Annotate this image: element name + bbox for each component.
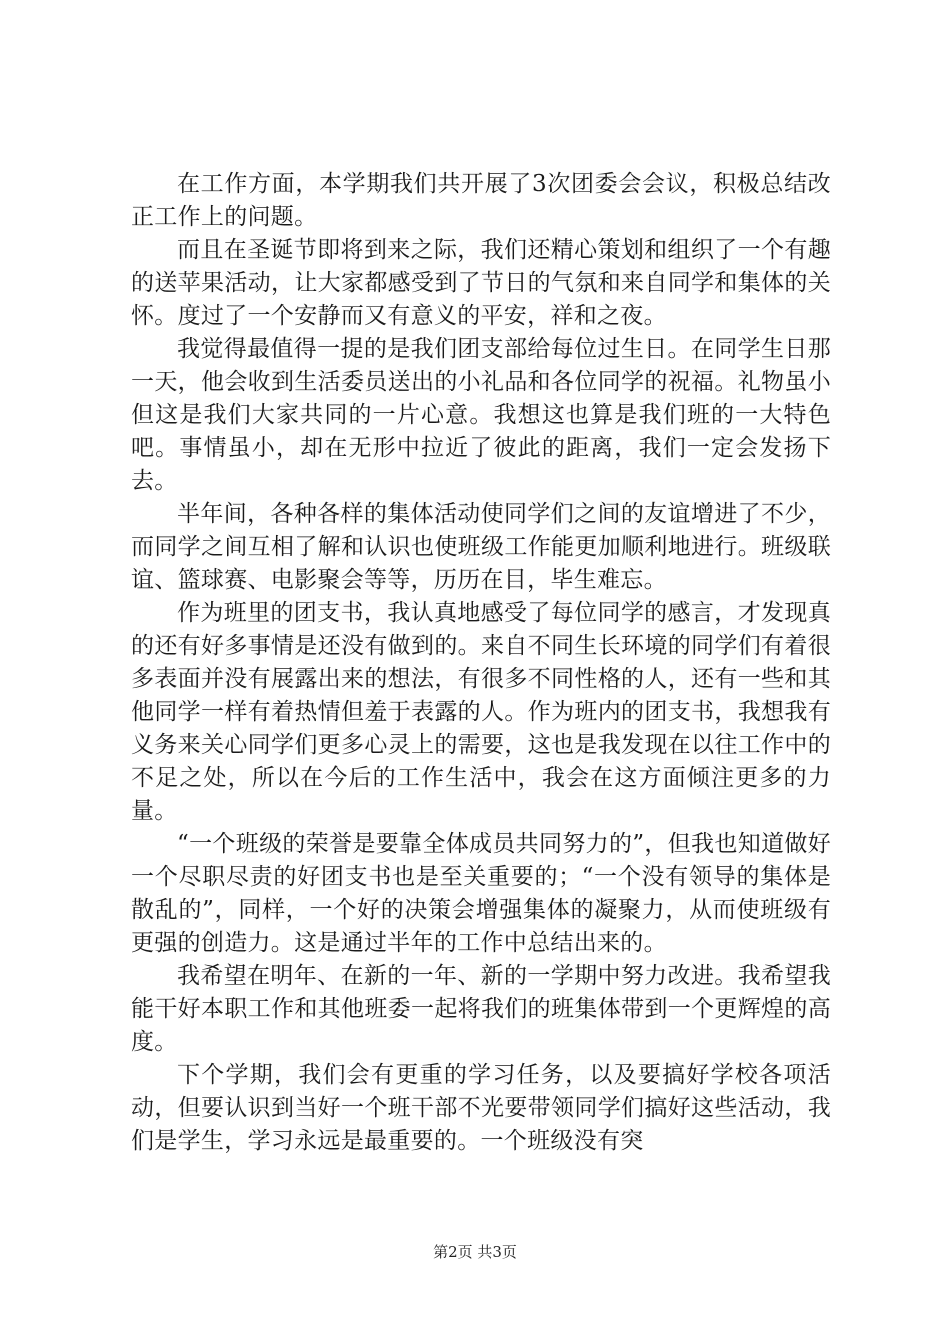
paragraph: “一个班级的荣誉是要靠全体成员共同努力的”，但我也知道做好一个尽职尽责的好团支书也是至关重要的；“一个没有领导的集体是散乱的”，同样，一个好的决策会增强集体的凝聚力，从而使班级有更强的创造力。这是通过半年的工作中总结出来的。 [131,831,831,956]
paragraph: 在工作方面，本学期我们共开展了3次团委会会议，积极总结改正工作上的问题。 [131,171,831,230]
paragraph: 半年间，各种各样的集体活动使同学们之间的友谊增进了不少，而同学之间互相了解和认识也使班级工作能更加顺利地进行。班级联谊、篮球赛、电影聚会等等，历历在目，毕生难忘。 [131,501,831,593]
paragraph: 我觉得最值得一提的是我们团支部给每位过生日。在同学生日那一天，他会收到生活委员送出的小礼品和各位同学的祝福。礼物虽小但这是我们大家共同的一片心意。我想这也算是我们班的一大特色吧。事情虽小，却在无形中拉近了彼此的距离，我们一定会发扬下去。 [131,336,831,494]
paragraph: 我希望在明年、在新的一年、新的一学期中努力改进。我希望我能干好本职工作和其他班委一起将我们的班集体带到一个更辉煌的高度。 [131,963,831,1055]
paragraph: 作为班里的团支书，我认真地感受了每位同学的感言，才发现真的还有好多事情是还没有做到的。来自不同生长环境的同学们有着很多表面并没有展露出来的想法，有很多不同性格的人，还有一些和其他同学一样有着热情但羞于表露的人。作为班内的团支书，我想我有义务来关心同学们更多心灵上的需要，这也是我发现在以往工作中的不足之处，所以在今后的工作生活中，我会在这方面倾注更多的力量。 [131,600,831,824]
paragraph: 而且在圣诞节即将到来之际，我们还精心策划和组织了一个有趣的送苹果活动，让大家都感受到了节日的气氛和来自同学和集体的关怀。度过了一个安静而又有意义的平安，祥和之夜。 [131,237,831,329]
page-number-footer: 第2页 共3页 [433,1243,517,1261]
document-body [131,168,831,1158]
paragraph: 下个学期，我们会有更重的学习任务，以及要搞好学校各项活动，但要认识到当好一个班干部不光要带领同学们搞好这些活动，我们是学生，学习永远是最重要的。一个班级没有突 [131,1062,831,1154]
